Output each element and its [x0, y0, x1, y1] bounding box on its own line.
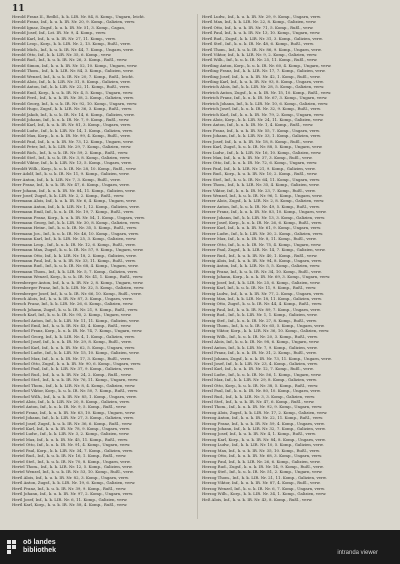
list-entry: Herzer Karl, Inf., k. u. k. IR. Nr. 61, 9. Komp., Ungarn, verw.	[202, 225, 322, 231]
list-entry: Hertl Wilh., Inf., k. u. k. IR. Nr. 25, 11. Komp., Rußl., verw.	[202, 57, 318, 63]
list-entry: Hertel Stef., Inf., k. u. k. IR. Nr. 70, 8. Komp., Ungarn, verw.	[12, 458, 131, 464]
list-entry: Herold Ferd., Inf., k. u. k. IR. Nr. 38, 2. Komp., Galizien, verw.	[12, 95, 135, 101]
list-entry: Herold Josef, Inf., Lst. IR. Nr. 9, 4. Komp., verw.	[12, 30, 107, 36]
page-number: 11	[12, 4, 25, 14]
list-entry: Herzer Johann, Inf., k. k. LIR. Nr. 13, 3. Komp., Galizien, verw.	[202, 214, 326, 220]
list-entry: Herzl Ludw., Inf., k. u. k. IR. Nr. 56, 1. Komp., Ungarn, verw.	[202, 371, 322, 377]
list-entry: Herzig Max, Inf., k. k. LIR. Nr. 18, 11. Komp., Galizien, verw.	[202, 295, 322, 301]
list-entry: Herzig Paul, Inf., k. u. k. IR. Nr. 89, 7. Komp., Ungarn, verw.	[202, 306, 321, 312]
list-entry: Herz Wenzel, Inf., k. u. k. IR. Nr. 96, 1. Komp., Ungarn, verw.	[202, 192, 323, 198]
left-column	[12, 14, 198, 522]
list-entry: Herzig Johann, Korp., k. u. k. IR. Nr. 69, 3. Komp., Ungarn, verw.	[202, 274, 331, 280]
list-entry: Hertl Viktor, Inf., k. k. LIR. Nr. 9, 2. Komp., Galizien, verw.	[202, 51, 318, 57]
list-entry: Herzl Otto, Korp., k. u. k. IR. Nr. 38, 5. Komp., Rußl., verw.	[202, 382, 319, 388]
list-entry: Herr Josef, Zugsf., k. k. LIR. Nr. 2, 2. Komp., Rußl., verw.	[12, 192, 125, 198]
list-entry: Herschel Rud., Inf., k. u. k. IR. Nr. 24, 2. Komp., Rußl., verw.	[12, 371, 132, 377]
list-entry: Herschel Franz, Korp., k. u. k. IR. Nr. 74, 7. Komp., Ungarn, verw.	[12, 328, 143, 334]
list-entry: Herrmann Franz, Korp., k. u. k. IR. Nr. 54, 1. Komp., Ungarn, verw.	[12, 214, 145, 220]
list-entry: Hertling Josef, Inf., k. u. k. IR. Nr. 42, 1. Komp., Rußl., verw.	[202, 73, 321, 79]
list-entry: Hertling Anton, Korp., k. u. k. IR. Nr. 60, 4. Komp., Ungarn, verw.	[202, 62, 332, 68]
list-entry: Herschel Wilh., Inf., k. u. k. IR. Nr. 85, 1. Komp., Ungarn, verw.	[12, 393, 137, 399]
list-entry: Herzl Alois, Inf., k. u. k. IR. Nr. 98, 6. Komp., Ungarn, verw.	[202, 339, 320, 345]
list-entry: Hertl Josef, Inf., k. k. LIR. Nr. 6, 11. Komp., Galizien, verw.	[12, 496, 128, 502]
list-entry: Herrmann Heinr., Inf., k. u. k. IR. Nr. 35, 5. Komp., Rußl., verw.	[12, 225, 138, 231]
list-entry: Hertel Johann, Inf., k. k. LIR. Nr. 27, 3. Komp., Galizien, verw.	[12, 415, 135, 421]
list-entry: Herrnberger Josef, Inf., k. u. k. IR. Nr. 66, 10. Komp., Rußl., verw.	[12, 290, 142, 296]
list-entry: Herzer Alois, Zugsf., k. k. LIR. Nr. 2, 8. Komp., Galizien, verw.	[202, 198, 325, 204]
list-entry: Hertrich Anton, Zugsf., k. u. k. IR. Nr. 15, 10. Komp., Rußl., verw.	[202, 89, 332, 95]
list-entry: Herold Franz, Inf., k. u. k. IR. Nr. 20, 9. Komp., Galizien, verw.	[12, 19, 136, 25]
list-entry: Herold Wenzel, Inf., k. u. k. IR. Nr. 20, 7. Komp., Rußl., leicht.	[12, 73, 135, 79]
list-entry: Herrmann Karl, Inf., k. k. LIR. Nr. 25, 3. Komp., Galizien, verw.	[12, 236, 137, 242]
list-entry: Herold Stef., Inf., k. u. k. IR. Nr. 3, 8. Komp., Galizien, verw.	[12, 154, 131, 160]
viewer-watermark: intranda viewer	[337, 550, 378, 556]
list-entry: Herold Paul, Inf., k. u. k. IR. Nr. 73, 12. Komp., Ungarn, verw.	[12, 138, 134, 144]
list-entry: Herschel Josef, Inf., k. u. k. IR. Nr. 29, 8. Komp., Rußl., verw.	[12, 339, 132, 345]
list-entry: Herzer Max, Inf., k. u. k. IR. Nr. 8, 11. Komp., Rußl., verw.	[202, 236, 317, 242]
list-entry: Herzl Anton, Inf., k. k. LIR. Nr. 7, 9. Komp., Galizien, verw.	[202, 344, 318, 350]
list-entry: Hertel Josef, Zugsf., k. u. k. IR. Nr. 36, 6. Komp., Rußl., verw.	[12, 420, 133, 426]
list-entry: Herzer Rud., Inf., k. u. k. IR. Nr. 40, 1. Komp., Rußl., verw.	[202, 252, 318, 258]
list-entry: Herzl Stef., Inf., k. u. k. IR. Nr. 47, 6. Komp., Rußl., verw.	[202, 398, 315, 404]
list-entry: Herz Anton, Inf., k. u. k. IR. Nr. 1, 4. Komp., Rußl., verw.	[202, 122, 314, 128]
list-entry: Herold Franz II., Redbl., k. k. LIR. Nr. 84, 8. Komp., Ungarn, leicht.	[12, 14, 146, 19]
viewer-footer	[0, 530, 400, 564]
list-entry: Hertel Franz, Inf., k. u. k. IR. Nr. 63, 10. Komp., Ungarn, verw.	[12, 409, 136, 415]
list-entry: Hertrich Alois, Inf., k. k. LIR. Nr. 28, 5. Komp., Galizien, verw.	[202, 84, 325, 90]
list-entry: Herzig Anton, Inf., k. k. LIR. Nr. 5, 5. Komp., Galizien, verw.	[202, 263, 321, 269]
list-entry: Hertel Ludw., Inf., k. k. LIR. Nr. 3, 2. Komp., Galizien, verw.	[12, 431, 130, 437]
list-entry: Herrmann Max, Zugsf., k. u. k. IR. Nr. 57, 9. Komp., Ungarn, verw.	[12, 247, 144, 253]
list-entry: Herold Rud., Inf., k. u. k. IR. Nr. 26, 3. Komp., Rußl., verw.	[12, 57, 128, 63]
list-entry: Hertl Alois, Inf., k. u. k. IR. Nr. 82, 3. Komp., Ungarn, verw.	[12, 474, 129, 480]
list-entry: Herzl Max, Inf., k. k. LIR. Nr. 29, 8. Komp., Galizien, verw.	[202, 377, 317, 383]
list-entry: Herr Johann, Inf., k. u. k. IR. Nr. 84, 11. Komp., Galizien, verw.	[12, 187, 136, 193]
list-entry: Hertrich Franz, Inf., k. u. k. IR. Nr. 67, 3. Komp., Ungarn, verw.	[202, 95, 328, 101]
list-entry: Herschel Paul, Inf., k. k. LIR. Nr. 37, 9. Komp., Galizien, verw.	[12, 366, 134, 372]
list-entry: Herold Leop., Korp., k. k. LIR. Nr. 2, 13. Komp., Rußl., verw.	[12, 41, 131, 47]
list-entry: Herschel Georg, Inf., k. k. LIR. Nr. 4, 1. Komp., Galizien, verw.	[12, 333, 136, 339]
list-entry: Herschel Emil, Inf., k. u. k. IR. Nr. 43, 4. Komp., Rußl., verw.	[12, 323, 132, 329]
list-entry: Herzog Max, Inf., k. u. k. IR. Nr. 35, 10. Komp., Rußl., verw.	[202, 447, 320, 453]
list-entry: Herzog Viktor, Inf., k. u. k. IR. Nr. 87, 4. Komp., Rußl., verw.	[202, 480, 321, 486]
list-entry: Hertel Rud., Inf., k. u. k. IR. Nr. 16, 1. Komp., Rußl., verw.	[12, 453, 127, 459]
list-entry: Herschel Otto, Zugsf., k. u. k. IR. Nr. 90, 6. Komp., Ungarn, verw.	[12, 361, 142, 366]
logo-line-1: oö landes	[23, 539, 56, 546]
list-entry: Hertel Otto, Inf., k. u. k. IR. Nr. 91, 4. Komp., Ungarn, verw.	[12, 442, 131, 448]
list-entry: Herzl Rud., Inf., k. k. LIR. Nr. 3, 3. Komp., Galizien, verw.	[202, 393, 316, 399]
list-entry: Herold Simon, Inf., k. u. k. IR. Nr. 52, 10. Komp., Ungarn, verw.	[12, 62, 138, 68]
library-logo-text	[23, 539, 56, 555]
list-entry: Herzig Rud., Inf., k. k. LIR. Nr. 1, 1. Komp., Galizien, verw.	[202, 312, 318, 318]
list-entry: Herzog Alois, Zugsf., k. k. LIR. Nr. 17, 2. Komp., Galizien, verw.	[202, 409, 328, 415]
list-entry: Herold Alois, Inf., k. k. LIR. Nr. 31, 8. Komp., Galizien, verw.	[12, 79, 131, 85]
list-entry: Herold Karl, Inf., k. u. k. IR. Nr. 81, 3. Komp., Ungarn, verw.	[12, 122, 131, 128]
list-entry: Herrmann Wenzel, Korp., k. u. k. IR. Nr. 41, 1. Komp., Rußl., verw.	[12, 274, 144, 280]
list-entry: Herschel Viktor, Korp., k. u. k. IR. Nr. 50, 7. Komp., Rußl., verw.	[12, 388, 139, 394]
list-entry: Herzog Rud., Zugsf., k. u. k. IR. Nr. 14, 9. Komp., Rußl., verw.	[202, 464, 324, 470]
list-entry: Herzer Josef, Korp., k. u. k. IR. Nr. 26, 6. Komp., Rußl., verw.	[202, 220, 322, 226]
list-entry: Herold Max, Korp., k. u. k. IR. Nr. 99, 4. Komp., Rußl., verw.	[12, 133, 131, 139]
list-entry: Herold Anton, Inf., k. k. LIR. Nr. 22, 11. Komp., Rußl., verw.	[12, 84, 130, 90]
list-entry: Herrmann Paul, Inf., k. u. k. IR. Nr. 33, 11. Komp., Rußl., verw.	[12, 257, 136, 263]
list-entry: Herz Max, Inf., k. u. k. IR. Nr. 37, 3. Komp., Rußl., verw.	[202, 154, 313, 160]
list-entry: Herrmann Emil, Inf., k. u. k. IR. Nr. 19, 7. Komp., Rußl., verw.	[12, 209, 134, 215]
list-entry: Hertel Paul, Korp., k. k. LIR. Nr. 34, 7. Komp., Galizien, verw.	[12, 447, 133, 453]
list-entry: Herzig Otto, Zugsf., k. u. k. IR. Nr. 44, 4. Komp., Rußl., verw.	[202, 301, 323, 307]
list-entry: Herzig Thom., Inf., k. u. k. IR. Nr. 65, 5. Komp., Ungarn, verw.	[202, 323, 325, 329]
list-entry: Herold Emil, Korp., k. u. k. IR. Nr. 4, 5. Komp., Ungarn, verw.	[12, 89, 134, 95]
list-entry: Herschel Max, Inf., k. u. k. IR. Nr. 17, 3. Komp., Rußl., verw.	[12, 355, 131, 361]
list-entry: Hertel Karl, Inf., k. u. k. IR. Nr. 78, 9. Komp., Ungarn, verw.	[12, 426, 130, 432]
list-entry: Herrnberger Anton, Inf., k. u. k. IR. Nr. 2, 8. Komp., Ungarn, verw.	[12, 279, 144, 285]
list-entry: Herold Johann, Inf., k. u. k. IR. Nr. 7, 9. Komp., Rußl., verw.	[12, 117, 130, 123]
list-entry: Hertl Thom., Inf., k. u. k. IR. Nr. 86, 9. Komp., Ungarn, verw.	[202, 46, 322, 52]
list-entry: Hertl Karl, Korp., k. u. k. IR. Nr. 58, 4. Komp., Rußl., verw.	[12, 501, 128, 507]
list-entry: Herzig Stef., Inf., k. u. k. IR. Nr. 27, 8. Komp., Rußl., verw.	[202, 317, 317, 323]
list-entry: Herzog Paul, Inf., k. k. LIR. Nr. 26, 6. Komp., Galizien, verw.	[202, 458, 321, 464]
list-entry: Herzig Wilh., Inf., k. u. k. IR. Nr. 20, 3. Komp., Rußl., verw.	[202, 333, 319, 339]
list-entry: Herzer Paul, Zugsf., k. k. LIR. Nr. 14, 7. Komp., Galizien, verw.	[202, 247, 326, 253]
list-entry: Herzog Anton, Inf., k. u. k. IR. Nr. 22, 11. Komp., Rußl., verw.	[202, 415, 324, 421]
list-entry: Herz Josef, Inf., k. u. k. IR. Nr. 18, 8. Komp., Rußl., verw.	[202, 138, 314, 144]
list-entry: Hertling Franz, Inf., k. k. LIR. Nr. 17, 7. Komp., Galizien, verw.	[202, 68, 326, 74]
list-entry: Herzl Karl, Inf., k. u. k. IR. Nr. 12, 7. Komp., Rußl., verw.	[202, 366, 314, 372]
list-entry: Herold Karl, Inf., k. u. k. IR. Nr. 27, 11. Komp., verw.	[12, 35, 116, 41]
list-entry: Herzig Franz, Inf., k. u. k. IR. Nr. 34, 10. Komp., Rußl., verw.	[202, 268, 322, 274]
list-entry: Herold Ignaz, Zugsf., k. u. k. IR. Nr. 51, 3. Komp., Cagan,	[12, 24, 126, 30]
logo-line-2: bibliothek	[23, 547, 57, 554]
list-entry: Herzig Viktor, Korp., k. k. LIR. Nr. 36, 10. Komp., Galizien, verw.	[202, 328, 330, 334]
library-logo[interactable]	[7, 539, 56, 555]
list-entry: Herz Alois, Korp., k. k. LIR. Nr. 24, 11. Komp., Galizien, verw.	[202, 117, 324, 123]
list-entry: Herzer Anton, Inf., k. u. k. IR. Nr. 49, 5. Komp., Rußl., verw.	[202, 203, 321, 209]
list-entry: Herzig Alois, Inf., k. u. k. IR. Nr. 94, 8. Komp., Ungarn, verw.	[202, 257, 322, 263]
list-entry: Herrmann Otto, Inf., k. k. LIR. Nr. 18, 2. Komp., Galizien, verw.	[12, 252, 137, 258]
list-entry: Herzer Ludw., Inf., k. k. LIR. Nr. 30, 2. Komp., Galizien, verw.	[202, 230, 324, 236]
list-entry: Hertrich Johann, Inf., k. k. LIR. Nr. 10, 6. Komp., Galizien, verw.	[202, 100, 329, 106]
list-entry: Herold Thom., Inf., k. k. LIR. Nr. 84, 3. Komp., Galizien, verw.	[12, 68, 134, 74]
list-entry: Herzl Josef, Inf., k. k. LIR. Nr. 23, 4. Komp., Galizien, verw.	[202, 361, 318, 366]
list-entry: Herschel Karl, Inf., k. u. k. IR. Nr. 62, 5. Komp., Ungarn, verw.	[12, 344, 136, 350]
list-entry: Herzog Josef, Inf., k. u. k. IR. Nr. 4, 1. Komp., Rußl., verw.	[202, 431, 316, 437]
list-entry: Herrmann Georg, Inf., k. k. LIR. Nr. 30, 8. Komp., Galizien, verw.	[12, 220, 141, 226]
list-entry: Herz Rud., Korp., k. u. k. IR. Nr. 10, 2. Komp., Rußl., verw.	[202, 171, 318, 177]
list-entry: Herzl Franz, Inf., k. u. k. IR. Nr. 31, 2. Komp., Rußl., verw.	[202, 350, 317, 356]
list-entry: Herzog Thom., Inf., k. k. LIR. Nr. 21, 11. Komp., Galizien, verw.	[202, 474, 327, 480]
list-entry: Herz Paul, Inf., k. k. LIR. Nr. 21, 9. Komp., Galizien, verw.	[202, 165, 316, 171]
list-entry: Herold Viktor, Inf., k. k. LIR. Nr. 13, 5. Komp., Ungarn, verw.	[12, 160, 132, 166]
list-entry: Herrmann Thom., Inf., k. k. LIR. Nr. 5, 7. Komp., Galizien, verw.	[12, 268, 138, 274]
list-entry: Herzog Wenzel, Inf., k. u. k. IR. Nr. 6, 7. Komp., Ungarn, verw.	[202, 485, 326, 491]
list-entry: Herold Ludw., Inf., k. k. LIR. Nr. 14, 1. Komp., Galizien, verw.	[12, 127, 133, 133]
list-entry: Hertrich Karl, Inf., k. u. k. IR. Nr. 79, 2. Komp., Ungarn, verw.	[202, 111, 325, 117]
list-entry: Herr Franz, Inf., k. u. k. IR. Nr. 47, 6. Komp., Ungarn, verw.	[12, 182, 130, 188]
list-entry: Herold Otto, Inf., k. k. LIR. Nr. 35, 6. Komp., verw.	[12, 51, 112, 57]
list-entry: Herzl Thom., Inf., k. u. k. IR. Nr. 92, 9. Komp., Ungarn, verw.	[202, 404, 323, 410]
list-entry: Hersch Alois, Inf., k. u. k. IR. Nr. 87, 3. Komp., Ungarn, verw.	[12, 295, 133, 301]
list-entry: Hertel Wenzel, Inf., k. u. k. IR. Nr. 53, 10. Komp., Rußl., verw.	[12, 469, 134, 475]
list-entry: Herzl Johann, Zugsf., k. u. k. IR. Nr. 73, 11. Komp., Ungarn, verw.	[202, 355, 332, 361]
list-entry: Herold Georg, Inf., k. u. k. IR. Nr. 92, 10. Komp., Ungarn, verw.	[12, 100, 138, 106]
list-entry: Hersch Karl, Inf., k. u. k. IR. Nr. 95, 2. Komp., Ungarn, verw.	[12, 312, 132, 318]
list-entry: Herz Johann, Inf., k. k. LIR. Nr. 33, 1. Komp., Galizien, verw.	[202, 133, 321, 139]
list-entry: Herz Otto, Inf., k. u. k. IR. Nr. 72, 6. Komp., Ungarn, verw.	[202, 160, 318, 166]
list-entry: Herold Mich., Inf., k. u. k. IR. Nr. 44, 7. Komp., Ungarn, verw.	[12, 46, 134, 52]
list-entry: Herzog Johann, Inf., k. k. LIR. Nr. 32, 7. Komp., Galizien, verw.	[202, 426, 326, 432]
list-entry: Herzog Ludw., Inf., k. k. LIR. Nr. 10, 5. Komp., Galizien, verw.	[202, 442, 324, 448]
list-entry: Herzog Karl, Korp., k. u. k. IR. Nr. 84, 8. Komp., Ungarn, verw.	[202, 436, 326, 442]
list-entry: Herrnberger Franz, Inf., k. k. LIR. Nr. 32, 5. Komp., Galizien, verw.	[12, 285, 145, 291]
list-entry: Herold Rich., Inf., k. u. k. IR. Nr. 59, 2. Komp., Rußl., verw.	[12, 149, 129, 155]
list-entry: Herr Adolf, Inf., k. u. k. IR. Nr. 11, 9. Komp., Galizien, verw.	[12, 171, 130, 177]
list-entry: Herrmann Leop., Inf., k. u. k. IR. Nr. 12, 6. Komp., Rußl., verw.	[12, 241, 136, 247]
list-entry: Hertel Anton, Inf., k. u. k. IR. Nr. 9, 5. Komp., Rußl., verw.	[12, 404, 127, 410]
list-entry: Herz Karl, Zugsf., k. u. k. IR. Nr. 88, 5. Komp., Ungarn, verw.	[202, 144, 323, 150]
list-entry: Herzig Josef, Inf., k. k. LIR. Nr. 25, 6. Komp., Galizien, verw.	[202, 279, 321, 285]
list-entry: Herrmann Jos., Inf., k. u. k. IR. Nr. 46, 10. Komp., Ungarn, verw.	[12, 230, 140, 236]
list-entry: Herschel Stef., Inf., k. u. k. IR. Nr. 76, 11. Komp., Ungarn, verw.	[12, 377, 139, 383]
list-entry: Herzog Stef., Inf., k. u. k. IR. Nr. 51, 2. Komp., Ungarn, verw.	[202, 469, 323, 475]
list-entry: Hertel Thom., Inf., k. k. LIR. Nr. 12, 5. Komp., Galizien, verw.	[12, 464, 133, 470]
right-column	[202, 14, 388, 522]
list-entry: Hertl Stef., Inf., k. u. k. IR. Nr. 48, 6. Komp., Rußl., verw.	[202, 41, 314, 47]
list-entry: Hertl Ludw., Inf., k. u. k. IR. Nr. 29, 9. Komp., Ungarn, verw.	[202, 14, 322, 19]
list-entry: Herz Ludw., Inf., k. k. LIR. Nr. 16, 10. Komp., Galizien, verw.	[202, 149, 322, 155]
list-entry: Hertl Franz, Inf., k. u. k. IR. Nr. 39, 9. Komp., Rußl., verw.	[12, 485, 127, 491]
list-entry: Herschel Ludw., Inf., k. k. LIR. Nr. 15, 10. Komp., Galizien, verw.	[12, 350, 140, 356]
list-entry: Herold Hugo, Zugsf., k. k. LIR. Nr. 36, 3. Komp., Rußl., verw.	[12, 106, 133, 112]
list-entry: Hertl Johann, Inf., k. u. k. IR. Nr. 97, 2. Komp., Ungarn, verw.	[12, 491, 134, 497]
list-entry: Herold Peter, Inf., k. k. LIR. Nr. 29, 7. Komp., Galizien, verw.	[12, 144, 132, 150]
list-entry: Herzog Franz, Inf., k. u. k. IR. Nr. 59, 4. Komp., Ungarn, verw.	[202, 420, 325, 426]
list-entry: Herrmann Alois, Inf., k. u. k. IR. Nr. 6, 4. Komp., Ungarn, verw.	[12, 198, 137, 204]
list-entry: Herrmann Anton, Inf., k. k. LIR. Nr. 1, 12. Komp., Galizien, verw.	[12, 203, 140, 209]
list-entry: Hertel Max, Inf., k. u. k. IR. Nr. 45, 11. Komp., Rußl., verw.	[12, 436, 129, 442]
list-entry: Heß Alois, Inf., k. u. k. IR. Nr. 43, 8. Komp., Rußl., verw.	[202, 496, 313, 502]
list-entry: Hertel Alois, Inf., k. k. LIR. Nr. 20, 8. Komp., Galizien, verw.	[12, 398, 130, 404]
list-entry: Herzl Paul, Inf., k. u. k. IR. Nr. 80, 10. Komp., Ungarn, verw.	[202, 388, 321, 394]
list-entry: Herz Stef., Inf., k. u. k. IR. Nr. 64, 11. Komp., Ungarn, verw.	[202, 176, 321, 182]
list-entry: Heroldt Wilh., Korp., k. u. k. IR. Nr. 28, 10. Komp., Rußl., verw.	[12, 165, 137, 171]
list-entry: Hertrich Josef, Inf., k. u. k. IR. Nr. 32, 9. Komp., Rußl., verw.	[202, 106, 321, 112]
list-entry: Herz Viktor, Inf., k. u. k. IR. Nr. 23, 7. Komp., Rußl., verw.	[202, 187, 316, 193]
list-entry: Herold Jakob, Inf., k. u. k. IR. Nr. 14, 6. Komp., Galizien, verw.	[12, 111, 135, 117]
library-logo-icon	[7, 540, 19, 554]
list-entry: Herz Thom., Inf., k. k. LIR. Nr. 35, 4. Komp., Galizien, verw.	[202, 182, 320, 188]
list-entry: Herschel Anton, Inf., k. k. LIR. Nr. 11, 11. Komp., Galizien, verw.	[12, 317, 140, 323]
list-entry: Hertl Otto, Inf., k. u. k. IR. Nr. 71, 5. Komp., Rußl., verw.	[202, 24, 314, 30]
list-entry: Hertling Karl, Inf., k. u. k. IR. Nr. 93, 8. Komp., Ungarn, verw.	[202, 79, 324, 85]
column-divider	[197, 14, 198, 519]
list-entry: Herschel Thom., Inf., k. k. LIR. Nr. 8, 4. Komp., Galizien, verw.	[12, 382, 136, 388]
list-entry: Herrmann Rud., Inf., k. u. k. IR. Nr. 68, 4. Komp., Ungarn, verw.	[12, 263, 139, 269]
list-entry: Herzog Wilh., Korp., k. k. LIR. Nr. 34, 1. Komp., Galizien, verw.	[202, 491, 327, 497]
list-entry: Herzig Karl, Inf., k. u. k. IR. Nr. 11, 9. Komp., Rußl., verw.	[202, 285, 317, 291]
list-entry: Hertl Paul, Inf., k. u. k. IR. Nr. 13, 10. Komp., Ungarn, verw.	[202, 30, 321, 36]
list-entry: Herzog Otto, Inf., k. u. k. IR. Nr. 68, 3. Komp., Ungarn, verw.	[202, 453, 323, 459]
list-entry: Hertl Max, Inf., k. k. LIR. Nr. 22, 8. Komp., Galizien, verw.	[202, 19, 317, 25]
list-entry: Hersch Franz, Inf., k. k. LIR. Nr. 26, 6. Komp., Galizien, verw.	[12, 301, 134, 307]
list-entry: Herzig Ludw., Inf., k. u. k. IR. Nr. 77, 2. Komp., Ungarn, verw.	[202, 290, 324, 296]
list-entry: Herzer Franz, Inf., k. u. k. IR. Nr. 83, 10. Komp., Ungarn, verw.	[202, 209, 327, 215]
list-entry: Hertl Anton, Zugsf., k. k. LIR. Nr. 19, 6. Komp., Galizien, verw.	[12, 480, 136, 486]
list-entry: Herr Anton, Inf., k. k. LIR. Nr. 7, 3. Komp., Rußl., verw.	[12, 176, 121, 182]
list-entry: Herz Franz, Inf., k. u. k. IR. Nr. 55, 7. Komp., Ungarn, verw.	[202, 127, 320, 133]
list-entry: Hersch Johann, Zugsf., k. u. k. IR. Nr. 21, 9. Komp., Rußl., verw.	[12, 306, 139, 312]
list-entry: Hertl Rud., Zugsf., k. k. LIR. Nr. 31, 3. Komp., Galizien, verw.	[202, 35, 323, 41]
list-entry: Herzer Otto, Inf., k. u. k. IR. Nr. 75, 4. Komp., Ungarn, verw.	[202, 241, 322, 247]
